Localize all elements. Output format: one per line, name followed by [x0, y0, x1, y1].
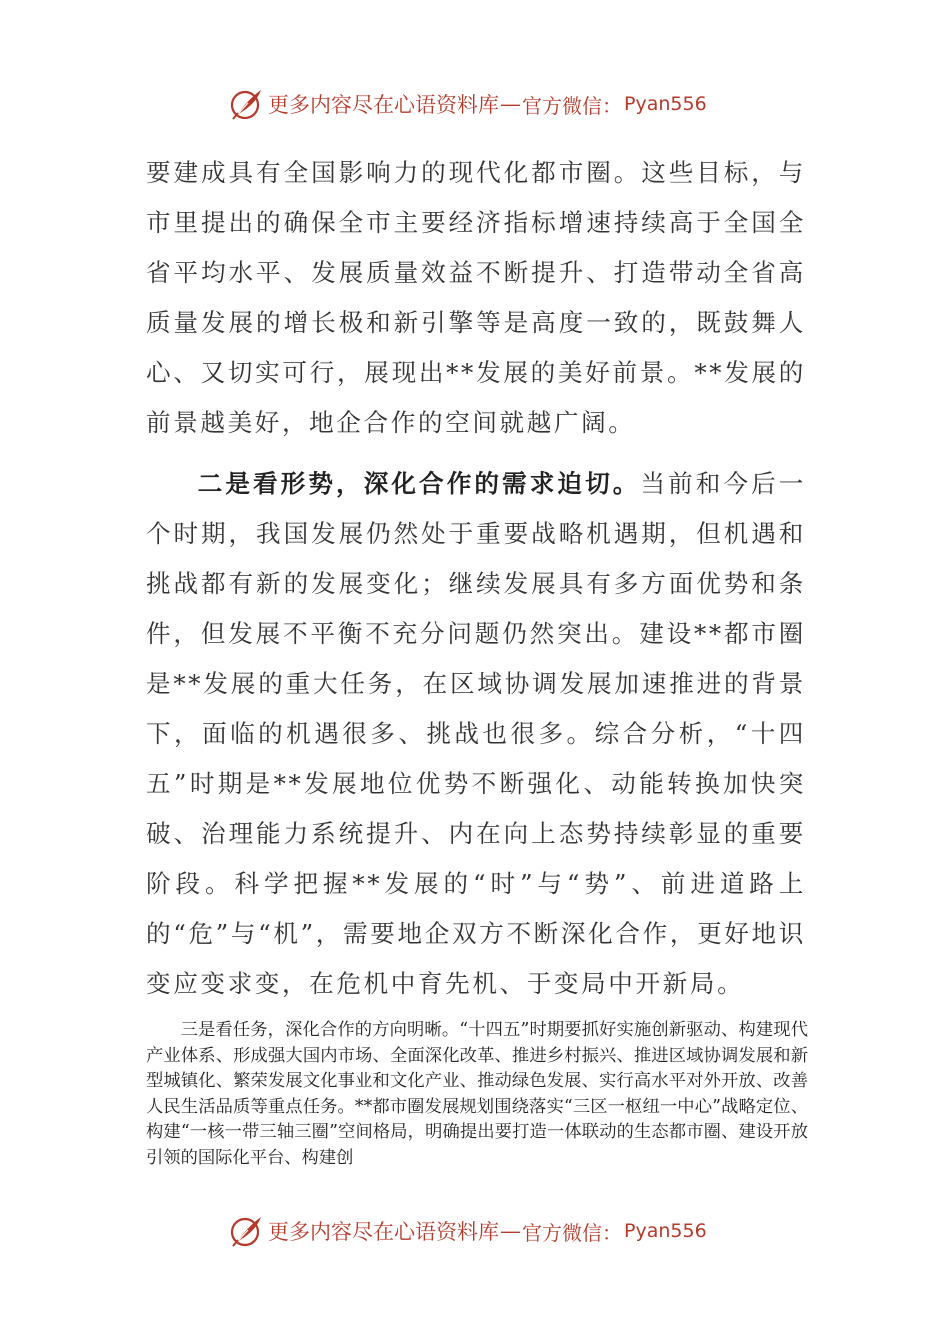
wechat-label: 官方微信： — [522, 1220, 622, 1245]
paragraph-2-lead: 二是看形势，深化合作的需求迫切。 — [197, 469, 641, 498]
banner-dash: — — [500, 1219, 521, 1243]
paragraph-2 — [146, 459, 806, 1009]
wechat-label: 官方微信： — [522, 93, 622, 118]
header-banner — [228, 84, 748, 124]
quill-logo-icon — [228, 86, 264, 122]
banner-slogan: 更多内容尽在心语资料库 — [268, 93, 499, 117]
wechat-id: Pyan556 — [624, 93, 707, 115]
paragraph-3: 三是看任务，深化合作的方向明晰。“十四五”时期要抓好实施创新驱动、构建现代产业体系、形成强大国内市场、全面深化改革、推进乡村振兴、推进区域协调发展和新型城镇化、繁荣发展文化事业和文化产业、推动绿色发展、实行高水平对外开放、改善人民生活品质等重点任务。**都市圈发展规划围绕落实“三区一枢纽一中心”战略定位、构建“一核一带三轴三圈”空间格局，明确提出要打造一体联动的生态都市圈、建设开放引领的国际化平台、构建创 — [146, 1020, 808, 1168]
footer-banner — [228, 1211, 748, 1251]
quill-logo-icon — [228, 1213, 264, 1249]
paragraph-1: 要建成具有全国影响力的现代化都市圈。这些目标，与市里提出的确保全市主要经济指标增速持续高于全国全省平均水平、发展质量效益不断提升、打造带动全省高质量发展的增长极和新引擎等是高度一致的，既鼓舞人心、又切实可行，展现出**发展的美好前景。**发展的前景越美好，地企合作的空间就越广阔。 — [146, 158, 806, 437]
paragraph-2-body: 当前和今后一个时期，我国发展仍然处于重要战略机遇期，但机遇和挑战都有新的发展变化；继续发展具有多方面优势和条件，但发展不平衡不充分问题仍然突出。建设**都市圈是**发展的重大任务，在区域协调发展加速推进的背景下，面临的机遇很多、挑战也很多。综合分析，“十四五”时期是**发展地位优势不断强化、动能转换加快突破、治理能力系统提升、内在向上态势持续彰显的重要阶段。科学把握**发展的“时”与“势”、前进道路上的“危”与“机”，需要地企双方不断深化合作，更好地识变应变求变，在危机中育先机、于变局中开新局。 — [146, 469, 806, 998]
banner-slogan: 更多内容尽在心语资料库 — [268, 1220, 499, 1244]
banner-dash: — — [500, 92, 521, 116]
wechat-id: Pyan556 — [624, 1220, 707, 1242]
